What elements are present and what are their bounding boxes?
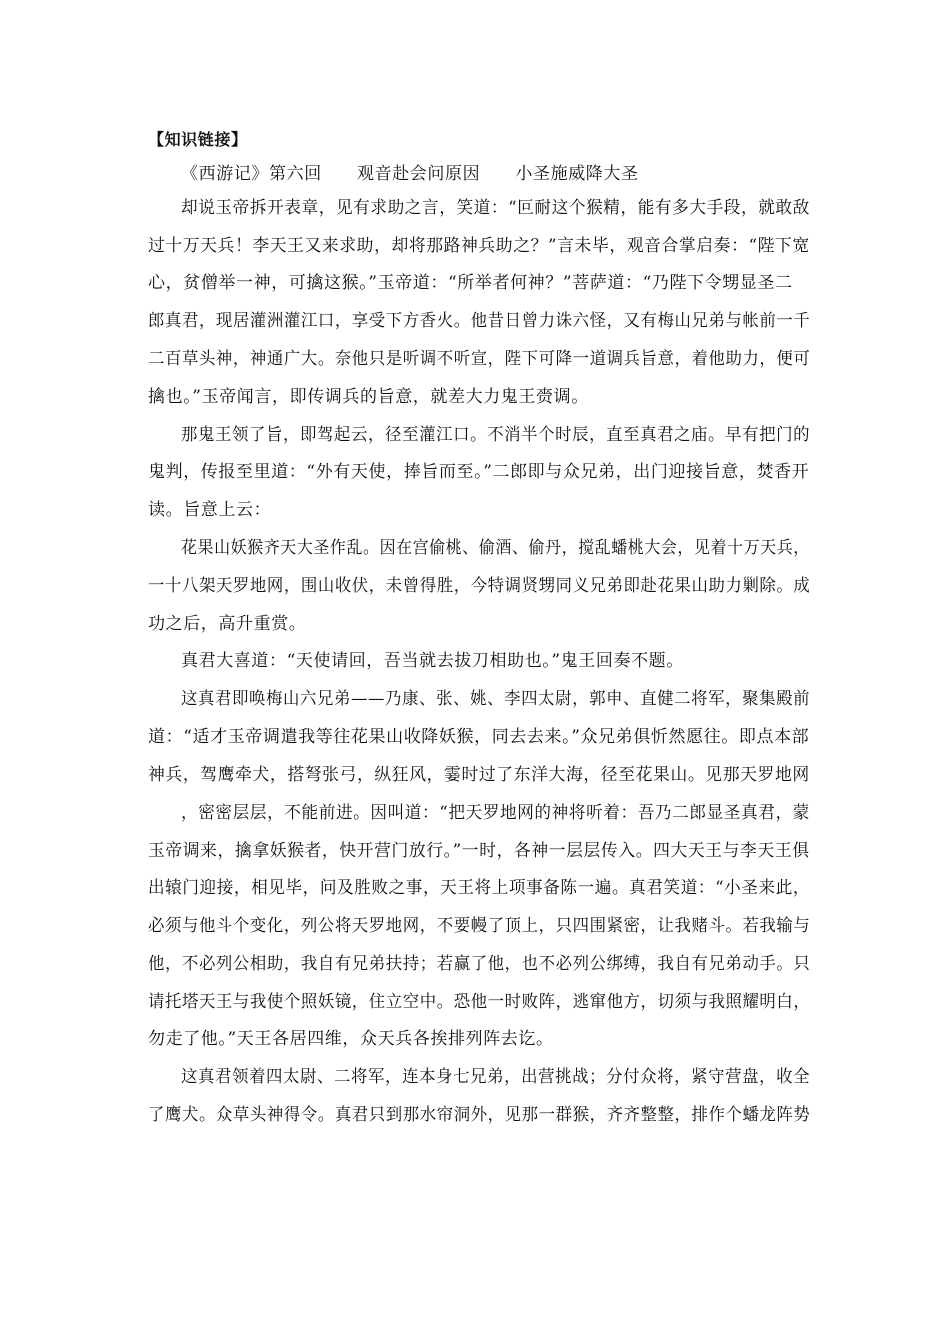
body-line: 了鹰犬。众草头神得令。真君只到那水帘洞外，见那一群猴，齐齐整整，排作个蟠龙阵势 [148, 1105, 811, 1125]
body-line: 出辕门迎接，相见毕，问及胜败之事，天王将上项事备陈一遍。真君笑道：“小圣来此， [148, 878, 811, 898]
body-line: 那鬼王领了旨，即驾起云，径至灌江口。不消半个时辰，直至真君之庙。早有把门的 [181, 425, 811, 445]
body-line: 花果山妖猴齐天大圣作乱。因在宫偷桃、偷酒、偷丹，搅乱蟠桃大会，见着十万天兵， [181, 538, 810, 558]
body-line: 心，贫僧举一神，可擒这猴。”玉帝道：“所举者何神？”菩萨道：“乃陛下令甥显圣二 [148, 273, 793, 293]
body-line: 二百草头神，神通广大。奈他只是听调不听宣，陛下可降一道调兵旨意，着他助力，便可 [148, 349, 811, 369]
chapter-title: 《西游记》第六回 观音赴会问原因 小圣施威降大圣 [181, 164, 639, 184]
body-line: ，密密层层，不能前进。因叫道：“把天罗地网的神将听着：吾乃二郎显圣真君，蒙 [181, 803, 810, 823]
body-line: 一十八架天罗地网，围山收伏，未曾得胜，今特调贤甥同义兄弟即赴花果山助力剿除。成 [148, 576, 811, 596]
body-line: 读。旨意上云： [148, 500, 272, 520]
body-line: 郎真君，现居灌洲灌江口，享受下方香火。他昔日曾力诛六怪，又有梅山兄弟与帐前一千 [148, 311, 811, 331]
body-line: 神兵，驾鹰牵犬，搭弩张弓，纵狂风，霎时过了东洋大海，径至花果山。见那天罗地网 [148, 765, 810, 785]
section-heading: 【知识链接】 [148, 130, 248, 149]
body-line: 必须与他斗个变化，列公将天罗地网，不要幔了顶上，只四围紧密，让我赌斗。若我输与 [148, 916, 811, 936]
body-line: 鬼判，传报至里道：“外有天使，捧旨而至。”二郎即与众兄弟，出门迎接旨意，焚香开 [148, 462, 810, 482]
body-line: 这真君即唤梅山六兄弟——乃康、张、姚、李四太尉，郭申、直健二将军，聚集殿前 [181, 689, 811, 709]
body-line: 他，不必列公相助，我自有兄弟扶持；若赢了他，也不必列公绑缚，我自有兄弟动手。只 [148, 954, 811, 974]
body-line: 请托塔天王与我使个照妖镜，住立空中。恐他一时败阵，逃窜他方，切须与我照耀明白， [148, 992, 811, 1012]
body-line: 擒也。”玉帝闻言，即传调兵的旨意，就差大力鬼王赍调。 [148, 387, 589, 407]
body-line: 道：“适才玉帝调遣我等往花果山收降妖猴，同去去来。”众兄弟俱忻然愿往。即点本部 [148, 727, 810, 747]
body-line: 却说玉帝拆开表章，见有求助之言，笑道：“叵耐这个猴精，能有多大手段，就敢敌 [181, 198, 810, 218]
body-line: 过十万天兵！李天王又来求助，却将那路神兵助之？”言未毕，观音合掌启奏：“陛下宽 [148, 236, 810, 256]
body-line: 玉帝调来，擒拿妖猴者，快开营门放行。”一时，各神一层层传入。四大天王与李天王俱 [148, 841, 810, 861]
body-line: 这真君领着四太尉、二将军，连本身七兄弟，出营挑战；分付众将，紧守营盘，收全 [181, 1067, 811, 1087]
body-line: 功之后，高升重赏。 [148, 614, 307, 634]
body-line: 真君大喜道：“天使请回，吾当就去拔刀相助也。”鬼王回奏不题。 [181, 651, 684, 671]
body-line: 勿走了他。”天王各居四维，众天兵各挨排列阵去讫。 [148, 1029, 554, 1049]
